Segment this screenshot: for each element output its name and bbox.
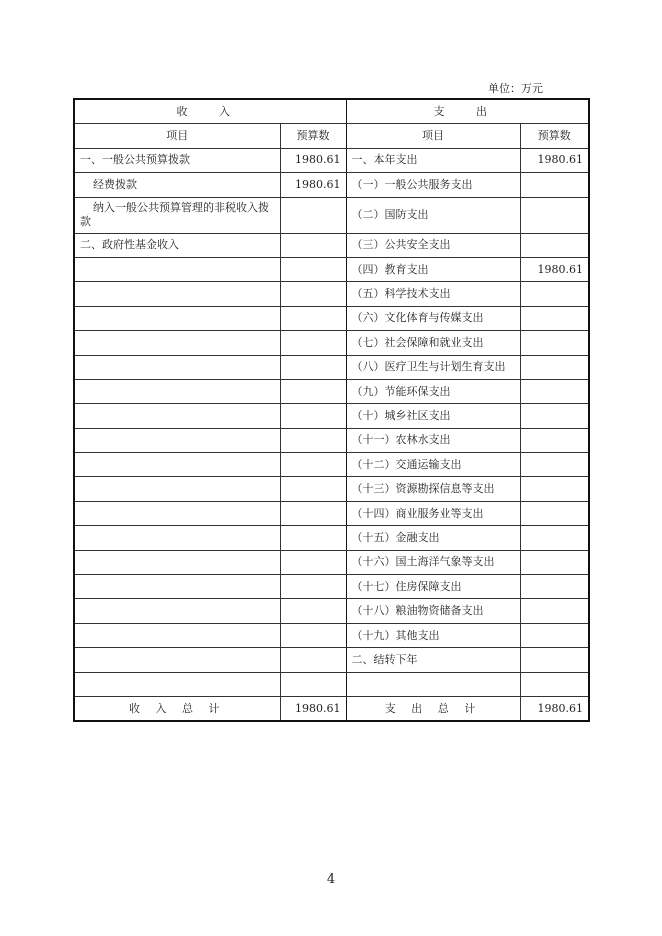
expense-item: （十五）金融支出 [346, 526, 520, 550]
income-item [74, 404, 280, 428]
income-value [280, 379, 346, 403]
expense-value [520, 428, 589, 452]
table-row [74, 623, 589, 647]
income-value [280, 355, 346, 379]
expense-value [520, 623, 589, 647]
expense-item: （五）科学技术支出 [346, 282, 520, 306]
income-total-label: 收 入 总 计 [74, 696, 280, 721]
income-value [280, 550, 346, 574]
expense-item: （六）文化体育与传媒支出 [346, 306, 520, 330]
page-number: 4 [326, 872, 336, 887]
expense-total-value: 1980.61 [520, 696, 589, 721]
income-value [280, 233, 346, 257]
table-row [74, 355, 589, 379]
expense-item: （一）一般公共服务支出 [346, 173, 520, 197]
income-item [74, 453, 280, 477]
table-row [74, 331, 589, 355]
income-item [74, 331, 280, 355]
income-item [74, 550, 280, 574]
table-row [74, 526, 589, 550]
total-row [74, 696, 589, 721]
income-item [74, 477, 280, 501]
income-value [280, 501, 346, 525]
table-row [74, 599, 589, 623]
income-item [74, 282, 280, 306]
expense-item: （十一）农林水支出 [346, 428, 520, 452]
income-value [280, 672, 346, 696]
income-value [280, 599, 346, 623]
expense-item-header: 项目 [346, 124, 520, 148]
income-total-value: 1980.61 [280, 696, 346, 721]
expense-item [346, 672, 520, 696]
expense-header: 支 出 [346, 99, 589, 124]
table-row [74, 233, 589, 257]
expense-item: （二）国防支出 [346, 197, 520, 233]
income-budget-header: 预算数 [280, 124, 346, 148]
income-item [74, 306, 280, 330]
expense-item: （十三）资源勘探信息等支出 [346, 477, 520, 501]
income-item: 经费拨款 [74, 173, 280, 197]
expense-value [520, 526, 589, 550]
table-row [74, 257, 589, 281]
income-value: 1980.61 [280, 173, 346, 197]
expense-item: （十八）粮油物资储备支出 [346, 599, 520, 623]
table-row [74, 672, 589, 696]
income-value [280, 477, 346, 501]
income-value [280, 623, 346, 647]
expense-budget-header: 预算数 [520, 124, 589, 148]
income-item [74, 648, 280, 672]
expense-value [520, 306, 589, 330]
income-item [74, 575, 280, 599]
table-row [74, 404, 589, 428]
expense-value [520, 477, 589, 501]
income-value [280, 575, 346, 599]
expense-item: （九）节能环保支出 [346, 379, 520, 403]
income-item [74, 428, 280, 452]
table-row [74, 428, 589, 452]
expense-value [520, 197, 589, 233]
expense-item: （十九）其他支出 [346, 623, 520, 647]
expense-value [520, 575, 589, 599]
income-item: 纳入一般公共预算管理的非税收入拨款 [74, 197, 280, 233]
expense-item: （十六）国土海洋气象等支出 [346, 550, 520, 574]
income-value [280, 306, 346, 330]
income-value: 1980.61 [280, 148, 346, 172]
expense-value [520, 501, 589, 525]
expense-value [520, 173, 589, 197]
expense-value [520, 648, 589, 672]
unit-label: 单位：万元 [488, 82, 543, 95]
income-value [280, 453, 346, 477]
table-row [74, 379, 589, 403]
expense-value [520, 355, 589, 379]
expense-item: （七）社会保障和就业支出 [346, 331, 520, 355]
income-item [74, 501, 280, 525]
expense-value: 1980.61 [520, 257, 589, 281]
income-item [74, 379, 280, 403]
table-row [74, 501, 589, 525]
income-item: 二、政府性基金收入 [74, 233, 280, 257]
expense-value [520, 379, 589, 403]
income-value [280, 331, 346, 355]
income-item [74, 526, 280, 550]
table-row [74, 648, 589, 672]
expense-item: （四）教育支出 [346, 257, 520, 281]
income-item [74, 672, 280, 696]
expense-item: （十七）住房保障支出 [346, 575, 520, 599]
income-item [74, 355, 280, 379]
table-row [74, 282, 589, 306]
expense-item: 二、结转下年 [346, 648, 520, 672]
table-row [74, 197, 589, 233]
income-item [74, 257, 280, 281]
expense-value [520, 331, 589, 355]
expense-item: （十四）商业服务业等支出 [346, 501, 520, 525]
income-value [280, 282, 346, 306]
budget-table [73, 98, 590, 722]
expense-value [520, 453, 589, 477]
table-row [74, 575, 589, 599]
income-header: 收 入 [74, 99, 346, 124]
expense-item: （八）医疗卫生与计划生育支出 [346, 355, 520, 379]
table-row [74, 173, 589, 197]
table-row [74, 477, 589, 501]
expense-value [520, 550, 589, 574]
table-row [74, 306, 589, 330]
expense-value: 1980.61 [520, 148, 589, 172]
income-item [74, 599, 280, 623]
expense-value [520, 233, 589, 257]
expense-value [520, 599, 589, 623]
income-value [280, 257, 346, 281]
expense-value [520, 672, 589, 696]
income-value [280, 428, 346, 452]
table-row [74, 550, 589, 574]
expense-item: 一、本年支出 [346, 148, 520, 172]
table-row [74, 148, 589, 172]
expense-value [520, 282, 589, 306]
income-value [280, 648, 346, 672]
income-item-header: 项目 [74, 124, 280, 148]
expense-item: （三）公共安全支出 [346, 233, 520, 257]
table-row [74, 453, 589, 477]
expense-item: （十二）交通运输支出 [346, 453, 520, 477]
income-value [280, 197, 346, 233]
income-item [74, 623, 280, 647]
expense-value [520, 404, 589, 428]
expense-total-label: 支 出 总 计 [346, 696, 520, 721]
income-value [280, 404, 346, 428]
income-value [280, 526, 346, 550]
expense-item: （十）城乡社区支出 [346, 404, 520, 428]
income-item: 一、一般公共预算拨款 [74, 148, 280, 172]
